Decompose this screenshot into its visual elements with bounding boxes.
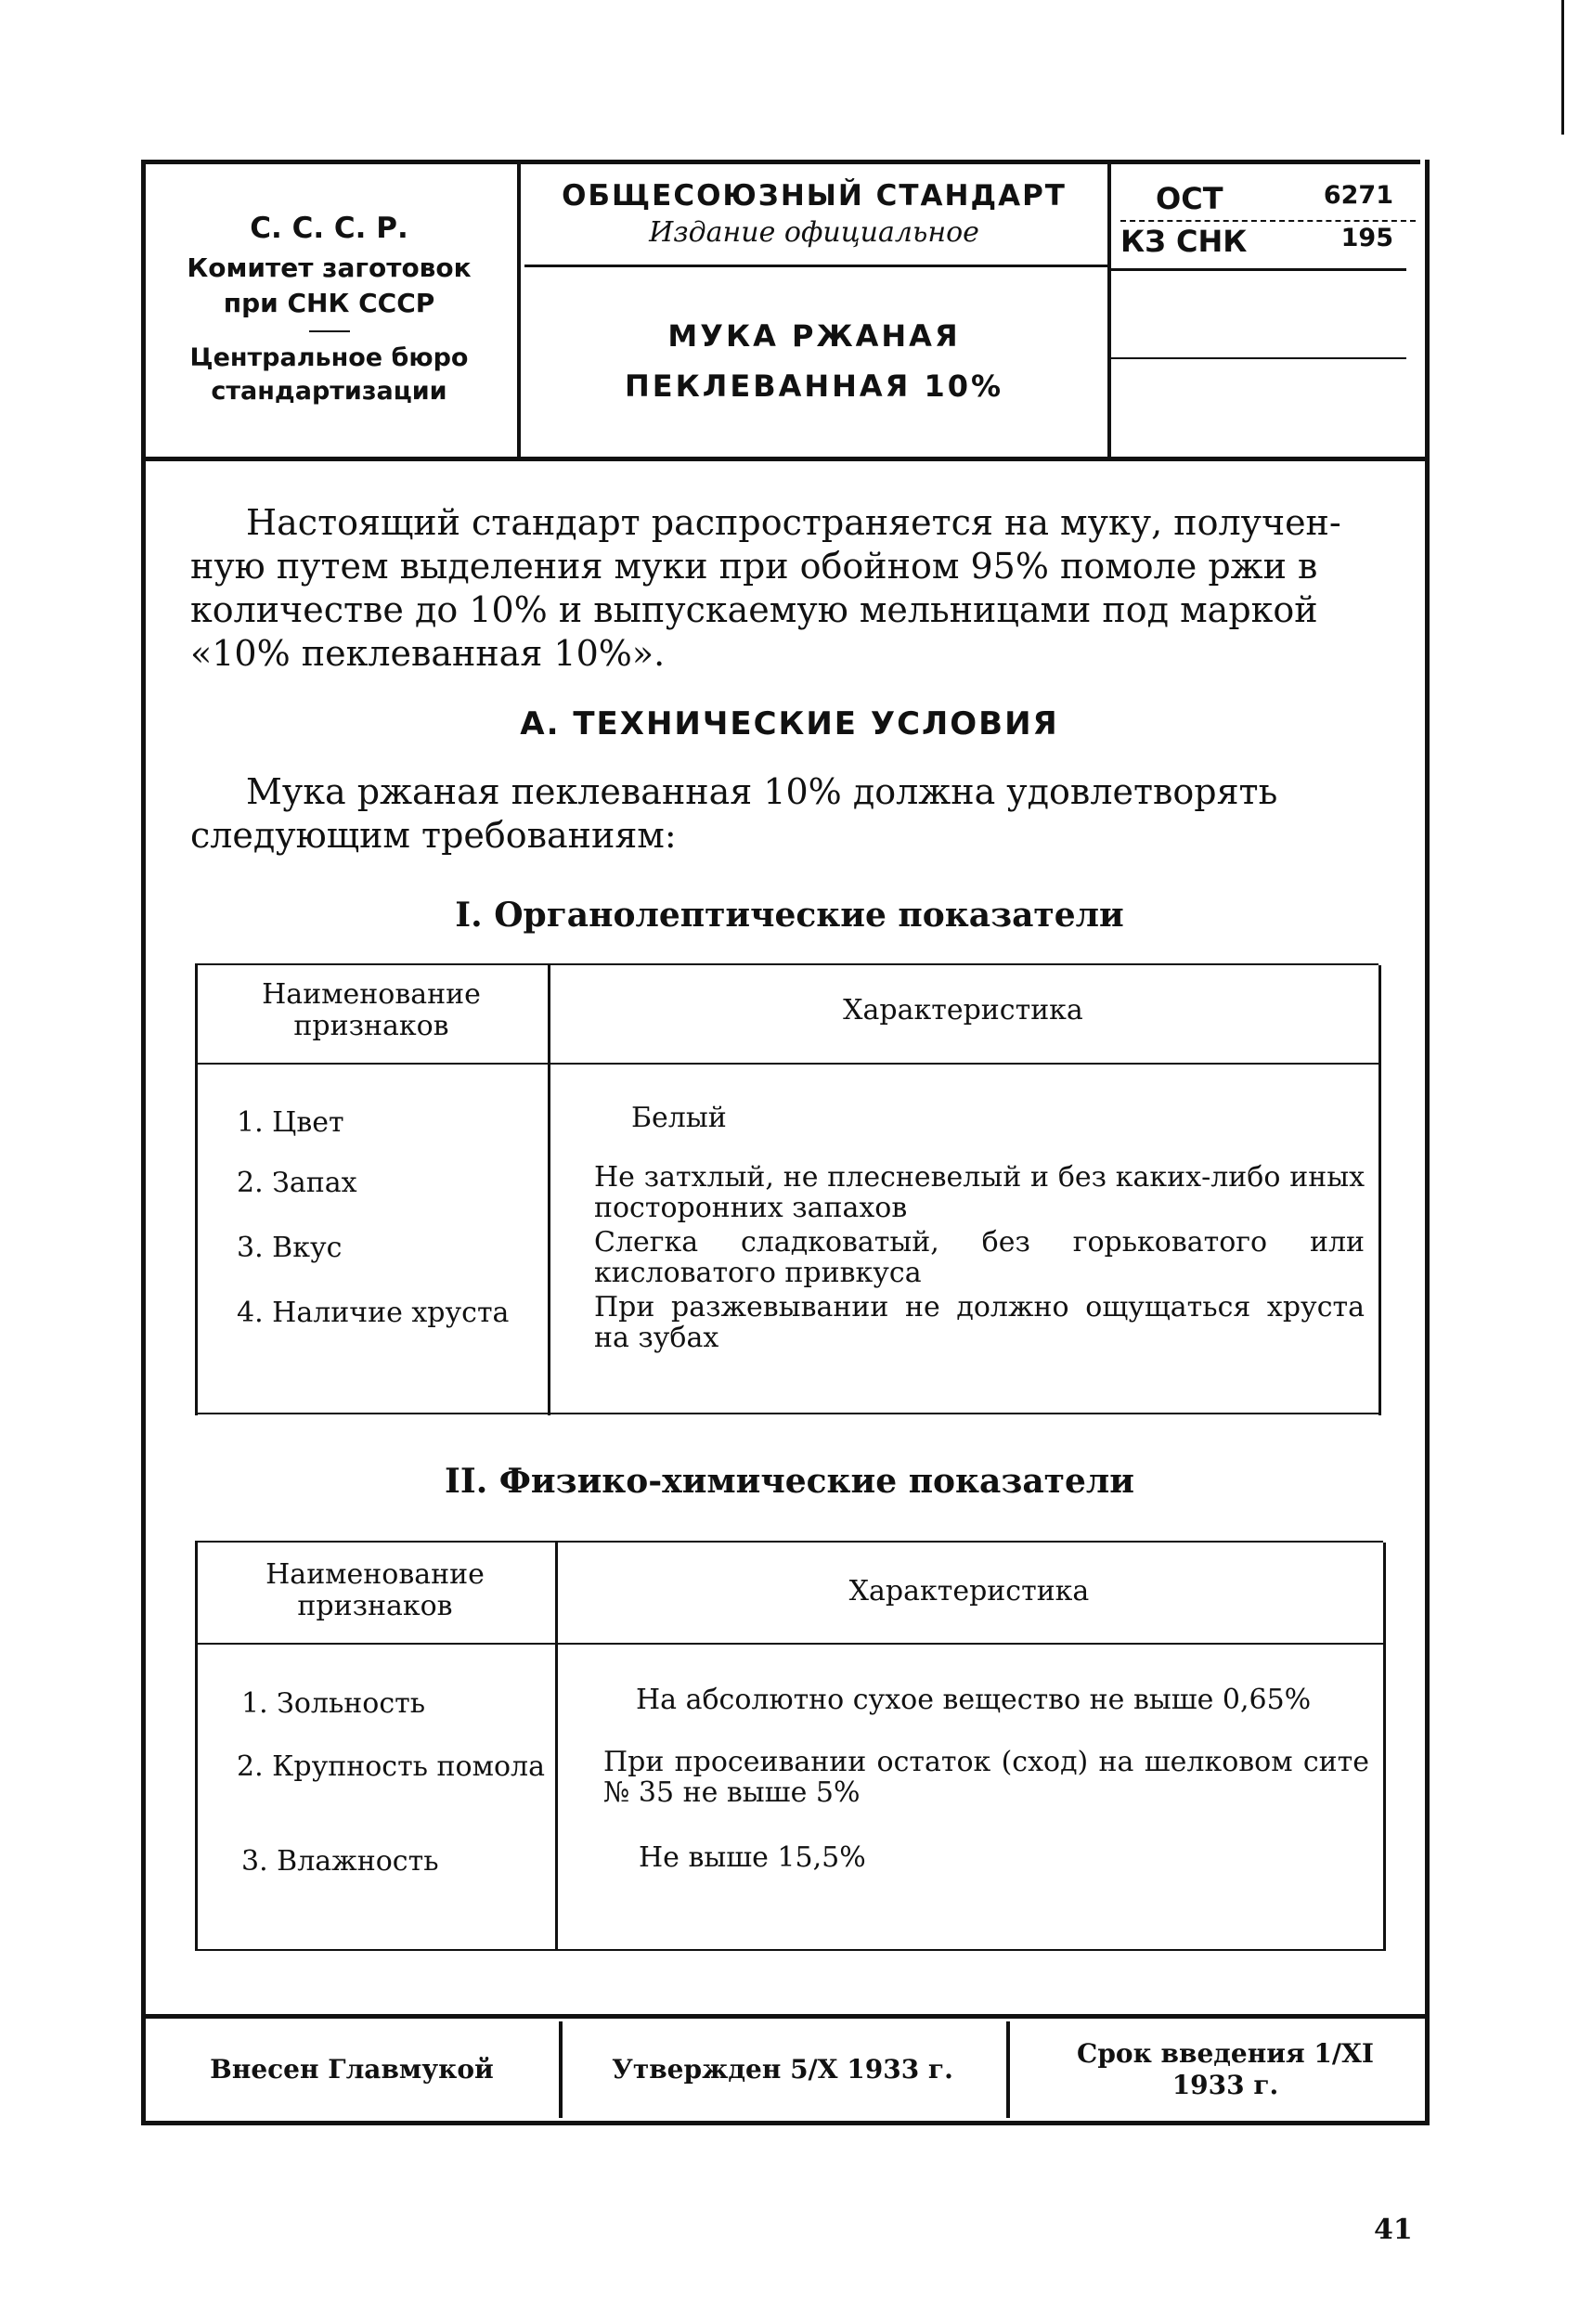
effective-date: Срок введения 1/XI 1933 г. [1077,2038,1374,2100]
product-title-line2: ПЕКЛЕВАННАЯ 10% [624,368,1004,405]
table-col-divider [548,965,550,1415]
product-title-line1: МУКА РЖАНАЯ [667,318,961,354]
row-value: Слегка сладковатый, без горьковатого или кисловатого привкуса [594,1226,1365,1289]
section-a-line2: следующим требованиям: [190,815,677,856]
committee: Комитет заготовок [187,252,472,284]
intro-line: ную путем выделения муки при обойном 95% помоле ржи в [190,546,1318,587]
kz-number: 195 [1340,224,1393,252]
row-value: При разжевывании не должно ощущаться хруста на зубах [594,1291,1365,1354]
standard-header [146,164,1416,457]
table-right-border [1378,965,1381,1415]
code-rule-1 [1111,268,1406,271]
row-name: 4. Наличие хруста [237,1297,510,1329]
footer-divider-2 [1006,2021,1010,2118]
intro-line: «10% пеклеванная 10%». [190,633,666,674]
intro-line: Настоящий стандарт распространяется на муку, получен- [246,502,1341,543]
code-separator [1120,220,1416,222]
row-value: Не затхлый, не плесневелый и без каких-либо иных посторонних запахов [594,1161,1365,1224]
ost-label: ОСТ [1156,181,1223,216]
organoleptic-table [195,956,1383,1420]
table-header-rule [195,1063,1378,1065]
table-bottom-rule [195,1413,1378,1414]
title-separator [524,265,1107,267]
row-name: 2. Крупность помола [237,1750,545,1783]
column-header-name: Наименование признаков [262,978,481,1042]
table-header-rule [195,1643,1383,1645]
section-a-heading: А. ТЕХНИЧЕСКИЕ УСЛОВИЯ [520,705,1059,742]
page-number: 41 [1374,2214,1413,2246]
standard-type: ОБЩЕСОЮЗНЫЙ СТАНДАРТ [562,179,1067,213]
header-bottom-rule [141,457,1425,461]
approved-date: Утвержден 5/X 1933 г. [612,2054,953,2085]
table2-title: II. Физико-химические показатели [445,1462,1134,1501]
table-top-rule [195,963,1378,965]
edition-note: Издание официальное [649,216,979,249]
intro-paragraph [190,501,1383,676]
bureau: Центральное бюро [189,342,469,372]
standard-title-block [521,164,1107,457]
country: С. С. С. Р. [250,212,408,246]
row-name: 2. Запах [237,1167,357,1199]
table1-title: I. Органолептические показатели [455,896,1124,935]
submitted-by: Внесен Главмукой [210,2054,494,2085]
kz-label: КЗ СНК [1120,224,1248,259]
committee-sub: при СНК СССР [223,288,435,319]
row-value: При просеивании остаток (сход) на шелковом сите № 35 не выше 5% [603,1746,1369,1809]
column-header-characteristic: Характеристика [848,1575,1090,1607]
footer-bottom-rule [141,2121,1425,2125]
column-header-characteristic: Характеристика [843,994,1083,1026]
intro-line: количестве до 10% и выпускаемую мельницами под маркой [190,589,1318,630]
divider [309,330,350,332]
table-right-border [1383,1543,1386,1951]
product-title [521,311,1107,412]
footer-top-rule [141,2014,1425,2019]
issuing-authority [146,164,512,457]
standard-codes [1111,164,1416,457]
ost-number: 6271 [1323,181,1393,210]
column-header-name: Наименование признаков [265,1558,485,1622]
row-name: 3. Влажность [241,1845,439,1878]
table-bottom-rule [195,1949,1383,1951]
section-a-line1: Мука ржаная пеклеванная 10% должна удовлетворять [246,771,1278,812]
bureau-sub: стандартизации [211,377,447,407]
row-value: На абсолютно сухое вещество не выше 0,65% [636,1684,1312,1716]
code-rule-2 [1111,357,1406,359]
physicochemical-table [195,1522,1383,1958]
row-name: 1. Зольность [241,1687,426,1720]
scan-edge-line [1561,0,1564,135]
table-top-rule [195,1541,1383,1543]
row-name: 3. Вкус [237,1232,343,1264]
row-name: 1. Цвет [237,1106,344,1139]
row-value: Белый [631,1102,727,1134]
row-value: Не выше 15,5% [639,1841,866,1874]
section-a-text [190,770,1383,858]
